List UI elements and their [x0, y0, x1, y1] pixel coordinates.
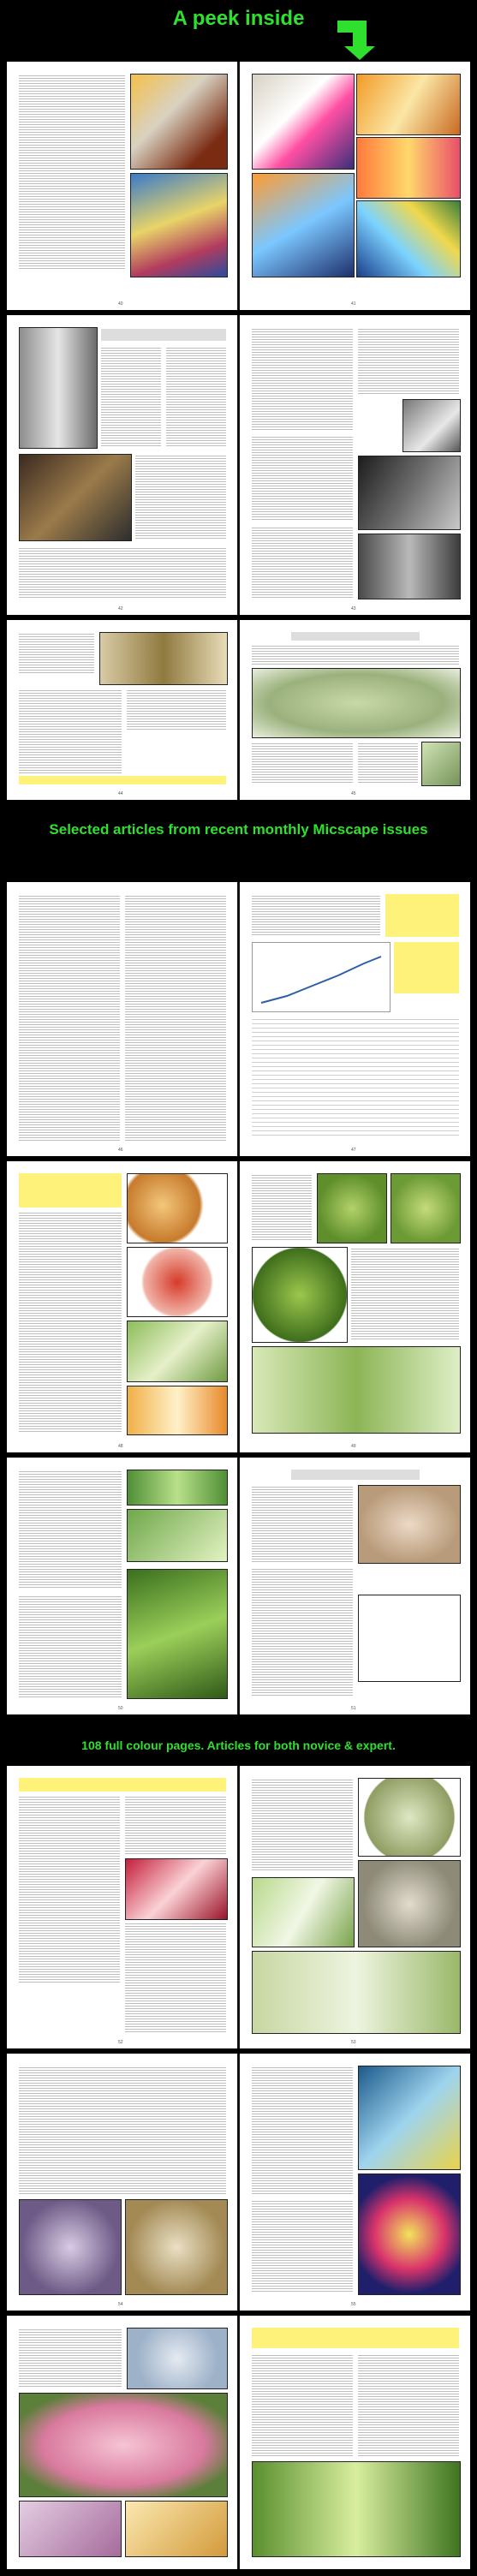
page-left: [7, 1766, 237, 2048]
page-right: [240, 1766, 470, 2048]
page-right: [240, 315, 470, 615]
page-left: [7, 1458, 237, 1714]
page-left: [7, 2316, 237, 2569]
page-number: 52: [118, 2040, 123, 2045]
spread-6: [7, 1458, 470, 1714]
page-number: 51: [351, 1706, 356, 1711]
spread-2: [7, 315, 470, 615]
spread-8: [7, 2054, 470, 2311]
page-number: 45: [351, 791, 356, 796]
page-number: 53: [351, 2040, 356, 2045]
spread-4: [7, 882, 470, 1156]
page-number: 43: [351, 606, 356, 611]
page-number: 49: [351, 1444, 356, 1449]
page-right: [240, 1458, 470, 1714]
spread-3: [7, 620, 470, 800]
page-right: [240, 62, 470, 310]
spread-5: [7, 1161, 470, 1452]
page-number: 50: [118, 1706, 123, 1711]
page-number: 55: [351, 2302, 356, 2307]
page-left: [7, 2054, 237, 2311]
page-right: [240, 1161, 470, 1452]
page-number: 40: [118, 301, 123, 307]
peek-inside-banner: A peek inside: [172, 7, 305, 30]
page-left: [7, 62, 237, 310]
page-right: [240, 2316, 470, 2569]
spread-1: [7, 62, 470, 310]
page-left: [7, 620, 237, 800]
page-left: [7, 315, 237, 615]
page-number: 46: [118, 1148, 123, 1153]
page-number: 47: [351, 1148, 356, 1153]
arrow-down-icon: [334, 15, 385, 63]
colour-pages-banner: 108 full colour pages. Articles for both novice & expert.: [81, 1738, 396, 1752]
page-left: [7, 882, 237, 1156]
page-right: [240, 2054, 470, 2311]
page-number: 54: [118, 2302, 123, 2307]
page-number: 41: [351, 301, 356, 307]
page-number: 44: [118, 791, 123, 796]
spread-9: [7, 2316, 470, 2569]
line-chart-thumbnail: [252, 942, 391, 1012]
page-number: 48: [118, 1444, 123, 1449]
page-left: [7, 1161, 237, 1452]
page-right: [240, 620, 470, 800]
selected-articles-banner: Selected articles from recent monthly Micscape issues: [49, 821, 428, 838]
page-number: 42: [118, 606, 123, 611]
page-right: [240, 882, 470, 1156]
spread-7: [7, 1766, 470, 2048]
